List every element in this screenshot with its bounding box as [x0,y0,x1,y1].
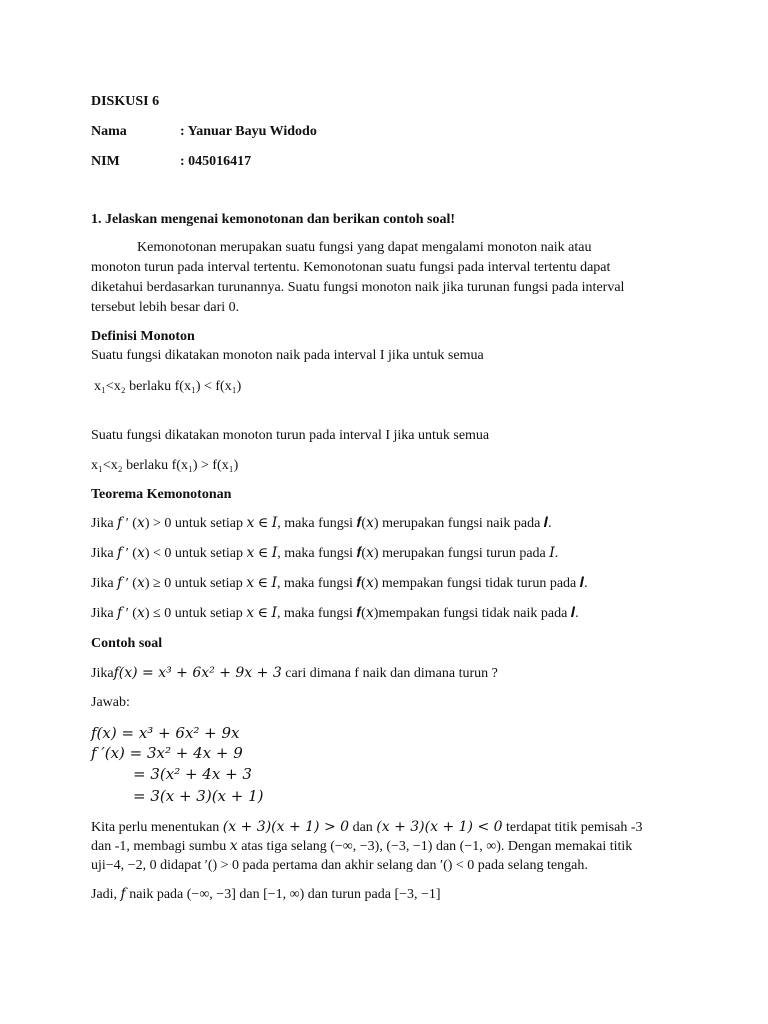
contoh-prompt [91,664,498,683]
step-4: = 3(𝑥 + 3)(𝑥 + 1) [133,787,264,805]
intro-line-1: Kemonotonan merupakan suatu fungsi yang dapat mengalami monoton naik atau [137,240,592,255]
teorema-line-2: Jika 𝑓 ′ (𝑥) < 0 untuk setiap 𝑥 ∈ 𝐼, maka fungsi 𝒇(𝑥) merupakan fungsi turun pada 𝐼. [91,546,559,561]
name-row [91,123,317,141]
para-line-3: uji−4, −2, 0 didapat ′() > 0 pada pertama dan akhir selang dan ′() < 0 pada selang tengah. [91,858,588,873]
intro-line-3: diketahui berdasarkan turunannya. Suatu fungsi monoton naik jika turunan fungsi pada interval [91,280,625,295]
nim-row [91,153,251,171]
definisi-heading: Definisi Monoton [91,329,195,344]
name-label: Nama [91,124,127,139]
nim-label: NIM [91,154,120,169]
conclusion: Jadi, 𝑓 naik pada (−∞, −3] dan [−1, ∞) dan turun pada [−3, −1] [91,887,441,902]
step-1: 𝑓(𝑥) = 𝑥³ + 6𝑥² + 9𝑥 [91,724,240,742]
definisi-turun-text: Suatu fungsi dikatakan monoton turun pada interval I jika untuk semua [91,428,490,443]
nim-value: : 045016417 [180,154,252,169]
intro-line-4: tersebut lebih besar dari 0. [91,300,240,315]
teorema-heading: Teorema Kemonotonan [91,487,232,502]
contoh-heading: Contoh soal [91,636,163,651]
intro-line-2: monoton turun pada interval tertentu. Kemonotonan suatu fungsi pada interval tertentu dapat [91,260,611,275]
jawab-label: Jawab: [91,695,130,710]
name-value: : Yanuar Bayu Widodo [180,124,317,139]
prompt-prefix: Jika [91,666,114,681]
para-mid: dan [349,820,377,835]
prompt-math: 𝑓(𝑥) = 𝑥³ + 6𝑥² + 9𝑥 + 3 [113,665,282,681]
para-line-1 [91,818,643,837]
definisi-turun-rule: x₁<x₂ berlaku f(x₁) > f(x₁) [91,458,239,473]
question-heading: 1. Jelaskan mengenai kemonotonan dan berikan contoh soal! [91,212,456,227]
prompt-suffix: cari dimana f naik dan dimana turun ? [281,666,498,681]
para-prefix: Kita perlu menentukan [91,820,223,835]
para-math-1: (𝑥 + 3)(𝑥 + 1) > 0 [222,819,350,835]
teorema-line-4: Jika 𝑓 ′ (𝑥) ≤ 0 untuk setiap 𝑥 ∈ 𝐼, maka fungsi 𝒇(𝑥)mempakan fungsi tidak naik pada 𝑰. [91,606,579,621]
step-2: 𝑓 ′(𝑥) = 3𝑥² + 4𝑥 + 9 [91,744,243,762]
definisi-naik-rule: x₁<x₂ berlaku f(x₁) < f(x₁) [94,379,242,394]
teorema-line-1: Jika 𝑓 ′ (𝑥) > 0 untuk setiap 𝑥 ∈ 𝐼, maka fungsi 𝒇(𝑥) merupakan fungsi naik pada 𝑰. [91,516,552,531]
para-suffix: terdapat titik pemisah -3 [502,820,643,835]
teorema-line-3: Jika 𝑓 ′ (𝑥) ≥ 0 untuk setiap 𝑥 ∈ 𝐼, maka fungsi 𝒇(𝑥) mempakan fungsi tidak turun pada 𝑰. [91,576,588,591]
para-line-2: dan -1, membagi sumbu 𝑥 atas tiga selang (−∞, −3), (−3, −1) dan (−1, ∞). Dengan memakai titik [91,839,633,854]
definisi-naik-text: Suatu fungsi dikatakan monoton naik pada interval I jika untuk semua [91,348,484,363]
step-3: = 3(𝑥² + 4𝑥 + 3 [133,765,252,783]
doc-title: DISKUSI 6 [91,94,160,109]
para-math-2: (𝑥 + 3)(𝑥 + 1) < 0 [376,819,503,835]
